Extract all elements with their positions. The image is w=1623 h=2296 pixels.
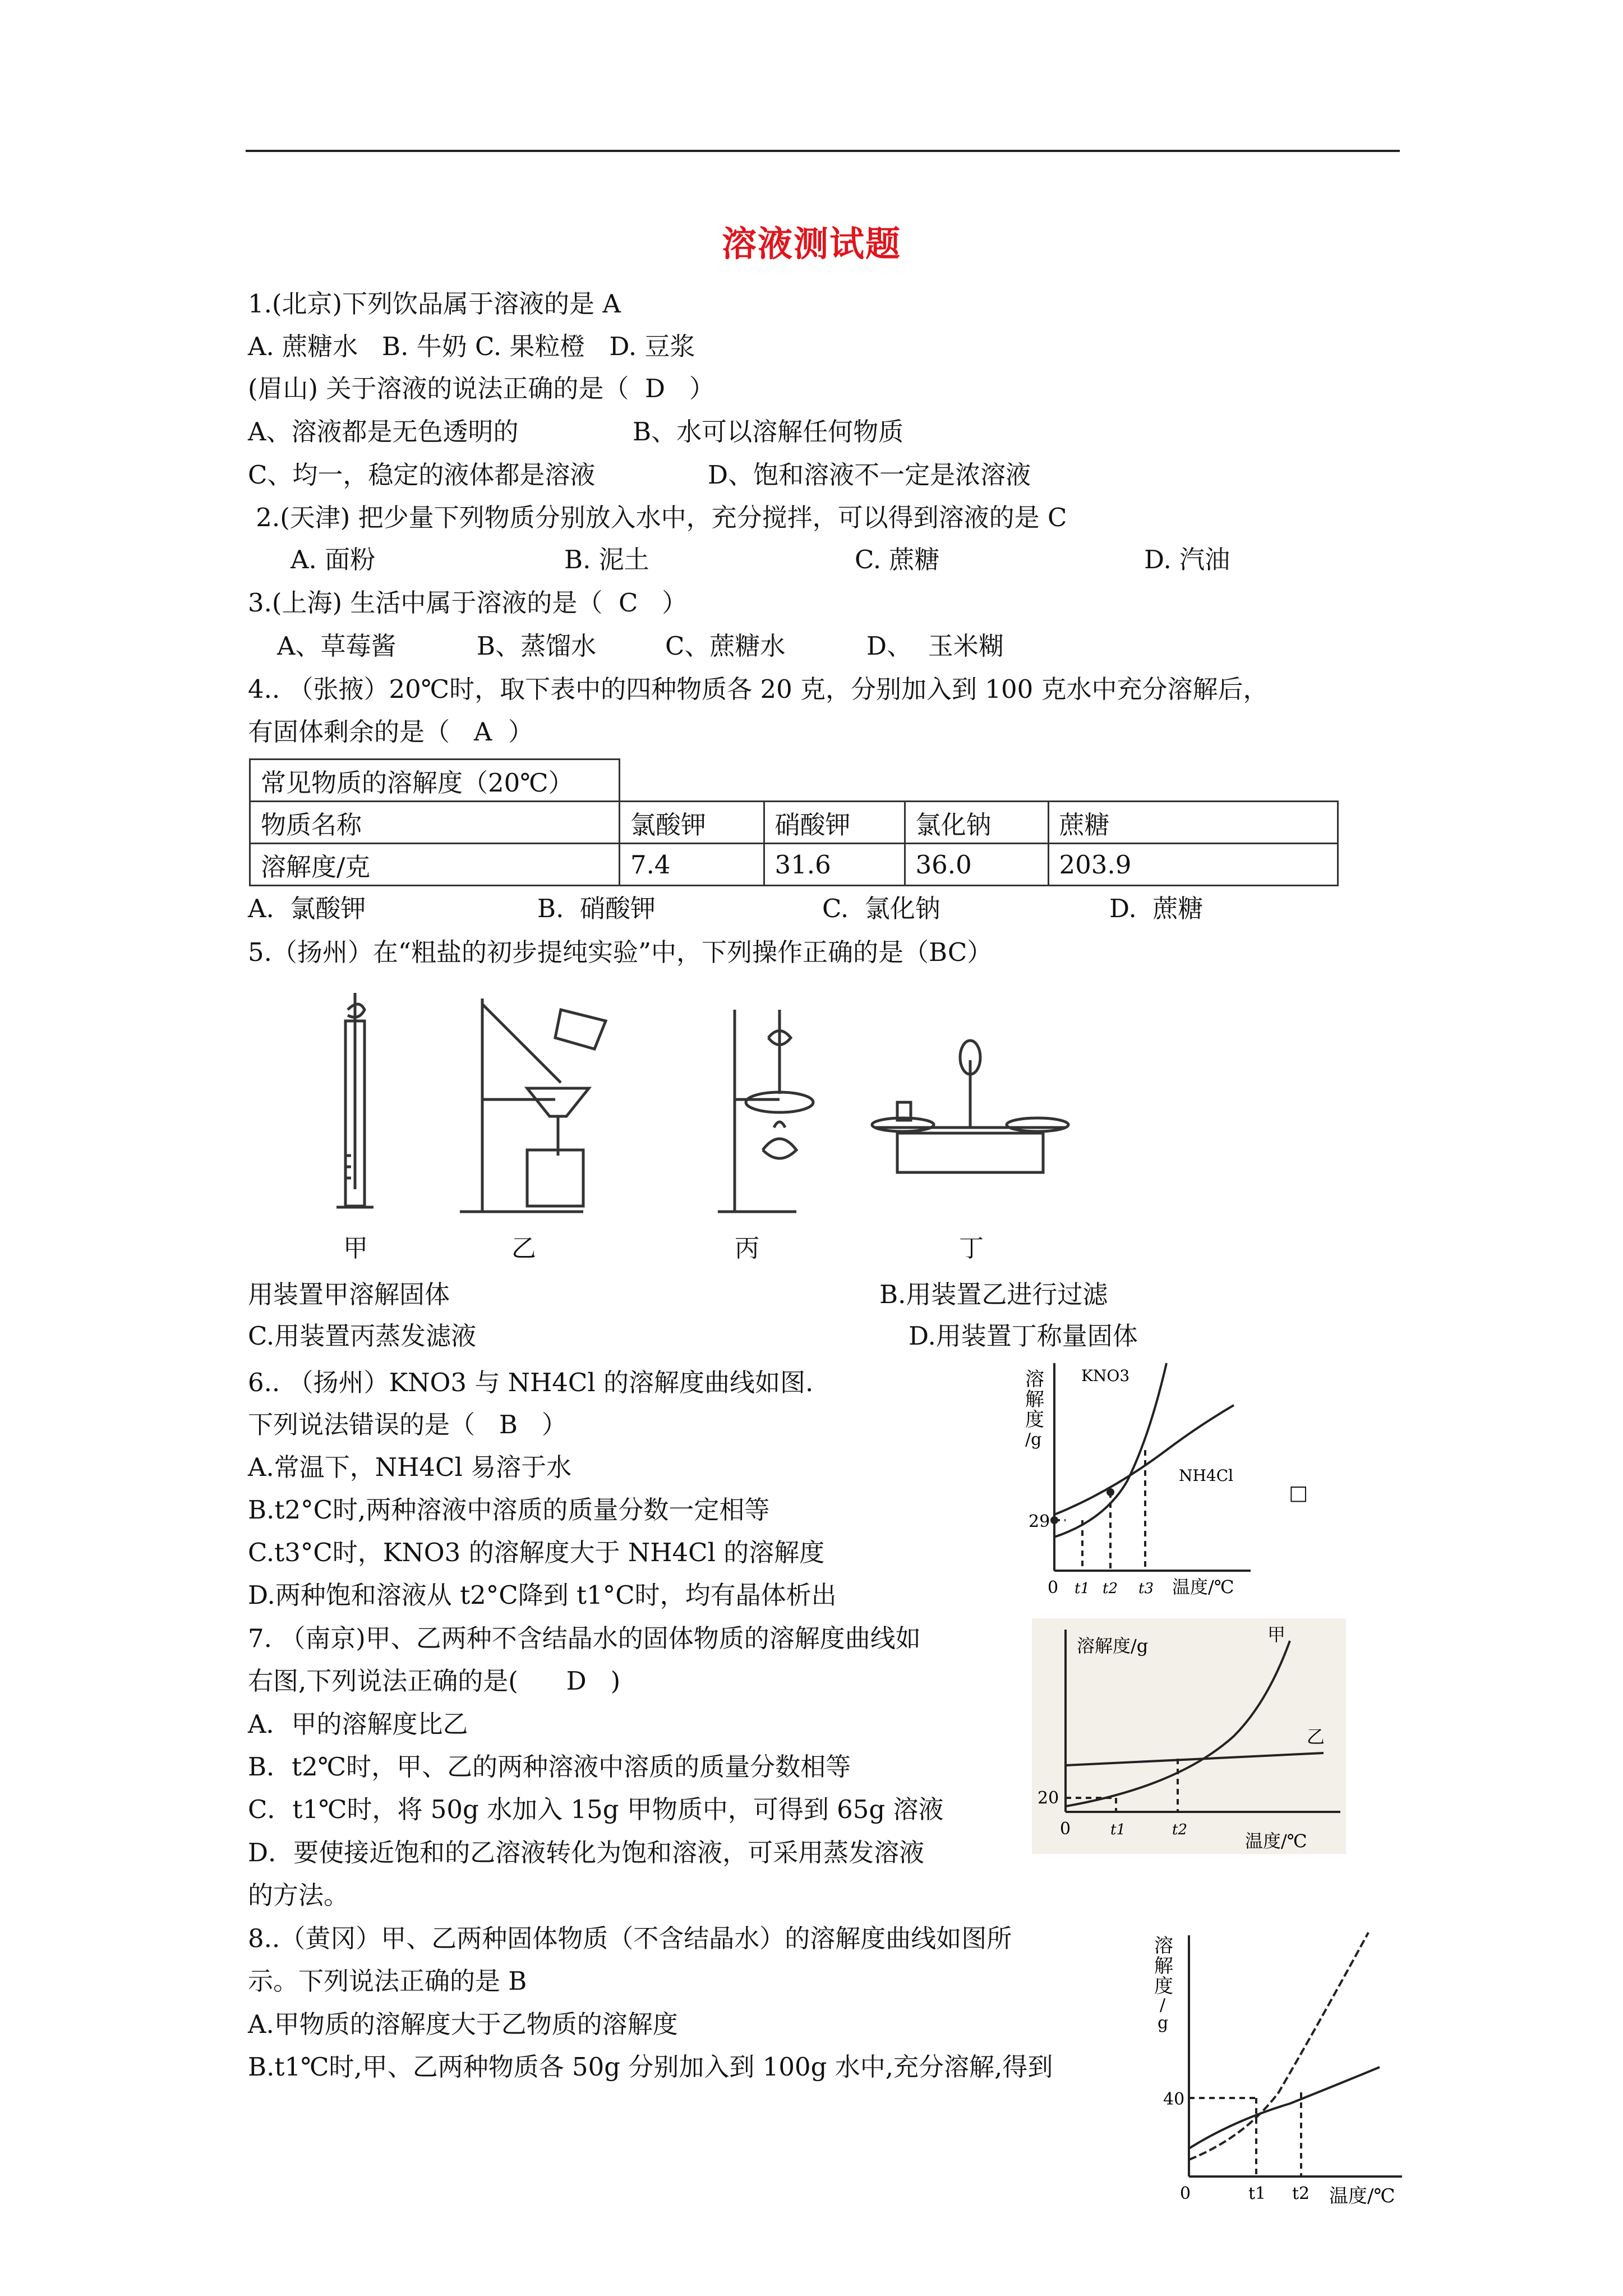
q3-option-a: A、草莓酱 xyxy=(277,631,396,661)
fig6-y29: 29 xyxy=(1029,1512,1050,1531)
fig7-yi-label: 乙 xyxy=(1307,1726,1325,1747)
table-caption: 常见物质的溶解度（20℃） xyxy=(250,760,620,802)
q7-option-d-cont: 的方法。 xyxy=(248,1880,349,1910)
q2-option-c: C. 蔗糖 xyxy=(855,545,940,574)
q6-option-a: A.常温下，NH4Cl 易溶于水 xyxy=(248,1452,572,1482)
q8-option-b: B.t1℃时,甲、乙两种物质各 50g 分别加入到 100g 水中,充分溶解,得到 xyxy=(248,2052,1053,2082)
q7-option-c: C．t1℃时，将 50g 水加入 15g 甲物质中，可得到 65g 溶液 xyxy=(248,1795,944,1824)
kno3-curve xyxy=(1054,1363,1166,1537)
fig8-y40: 40 xyxy=(1163,2090,1185,2109)
fig6-xlabel: 温度/℃ xyxy=(1172,1576,1234,1598)
q1-text: 1.(北京)下列饮品属于溶液的是 A xyxy=(248,289,621,319)
q5-option-d: D.用装置丁称量固体 xyxy=(909,1321,1138,1351)
table-cell: 7.4 xyxy=(620,844,764,886)
fig7-jia-label: 甲 xyxy=(1267,1624,1286,1645)
fig8-ylabel-2: 解 xyxy=(1154,1955,1173,1977)
table-cell: 203.9 xyxy=(1048,844,1338,886)
fig7-xlabel: 温度/℃ xyxy=(1245,1830,1307,1852)
q1b-option-d: D、饱和溶液不一定是浓溶液 xyxy=(708,460,1031,490)
fig6-t1: t1 xyxy=(1075,1580,1090,1597)
fig8-ylabel-1: 溶 xyxy=(1154,1935,1173,1957)
q6-text-cont: 下列说法错误的是（ B ） xyxy=(248,1410,567,1439)
q1b-option-b: B、水可以溶解任何物质 xyxy=(633,417,904,447)
fig7-t1: t1 xyxy=(1110,1821,1126,1838)
fig8-ylabel-3: 度 xyxy=(1154,1975,1173,1998)
fig6-t2: t2 xyxy=(1103,1580,1118,1597)
yi-curve xyxy=(1189,2067,1380,2148)
fig7-ylabel: 溶解度/g xyxy=(1077,1635,1149,1657)
apparatus-yi xyxy=(460,999,606,1212)
q4-option-d: D. 蔗糖 xyxy=(1109,894,1204,923)
q5-option-a: 用装置甲溶解固体 xyxy=(248,1280,450,1309)
q2-option-b: B. 泥土 xyxy=(564,545,649,574)
q7-option-b: B．t2℃时，甲、乙的两种溶液中溶质的质量分数相等 xyxy=(248,1752,851,1782)
fig8-ylabel-5: g xyxy=(1158,2013,1169,2033)
top-rule xyxy=(246,150,1400,152)
fig6-ylabel-2: 解 xyxy=(1025,1388,1044,1411)
table-cell: 物质名称 xyxy=(250,802,620,844)
apparatus-figure xyxy=(292,987,1166,1268)
solubility-table xyxy=(249,758,1339,886)
q1b-text: (眉山) 关于溶液的说法正确的是（ D ） xyxy=(248,374,715,403)
q7-option-a: A．甲的溶解度比乙 xyxy=(248,1709,468,1739)
q7-text-cont: 右图,下列说法正确的是( D ) xyxy=(248,1666,621,1696)
fig6-ylabel-1: 溶 xyxy=(1025,1368,1044,1391)
q5-text: 5.（扬州）在“粗盐的初步提纯实验”中，下列操作正确的是（BC） xyxy=(248,937,993,967)
q3-text: 3.(上海) 生活中属于溶液的是（ C ） xyxy=(248,588,688,618)
q7-text: 7. （南京)甲、乙两种不含结晶水的固体物质的溶解度曲线如 xyxy=(248,1623,921,1653)
table-cell: 蔗糖 xyxy=(1048,802,1338,844)
fig6-nh4cl-label: NH4Cl xyxy=(1179,1466,1234,1485)
q8-text: 8..（黄冈）甲、乙两种固体物质（不含结晶水）的溶解度曲线如图所 xyxy=(248,1924,1012,1953)
fig8-origin: 0 xyxy=(1180,2184,1191,2203)
label-bing: 丙 xyxy=(735,1234,759,1263)
label-ding: 丁 xyxy=(959,1234,984,1263)
q4-option-c: C. 氯化钠 xyxy=(822,894,940,923)
q2-text: 2.(天津) 把少量下列物质分别放入水中，充分搅拌，可以得到溶液的是 C xyxy=(248,503,1067,532)
fig7-origin: 0 xyxy=(1060,1819,1071,1839)
q3-option-d: D、 玉米糊 xyxy=(866,631,1004,661)
fig8-xlabel: 温度/℃ xyxy=(1329,2185,1395,2205)
nh4cl-curve xyxy=(1054,1405,1234,1515)
fig7-y20: 20 xyxy=(1038,1788,1059,1808)
fig6-origin: 0 xyxy=(1048,1578,1059,1598)
fig6-kno3-label: KNO3 xyxy=(1081,1366,1130,1385)
label-jia: 甲 xyxy=(343,1234,368,1263)
fig7-t2: t2 xyxy=(1172,1821,1187,1838)
fig6-ylabel-3: 度 xyxy=(1025,1409,1044,1431)
q2-option-a: A. 面粉 xyxy=(291,545,376,574)
apparatus-jia xyxy=(336,993,374,1207)
q2-option-d: D. 汽油 xyxy=(1144,545,1230,574)
table-cell: 硝酸钾 xyxy=(764,802,905,844)
table-cell: 溶解度/克 xyxy=(250,844,620,886)
fig8-t1: t1 xyxy=(1248,2184,1266,2203)
q5-option-b: B.用装置乙进行过滤 xyxy=(879,1280,1108,1309)
label-yi: 乙 xyxy=(511,1234,536,1263)
apparatus-bing xyxy=(718,1010,813,1212)
q6-option-d: D.两种饱和溶液从 t2°C降到 t1°C时，均有晶体析出 xyxy=(248,1580,837,1610)
q8-text-cont: 示。下列说法正确的是 B xyxy=(248,1966,527,1996)
q1b-option-c: C、均一，稳定的液体都是溶液 xyxy=(248,460,596,490)
table-row xyxy=(250,802,1338,844)
q6-option-b: B.t2°C时,两种溶液中溶质的质量分数一定相等 xyxy=(248,1495,770,1525)
fig8-t2: t2 xyxy=(1292,2184,1310,2203)
fig7-solubility-chart xyxy=(1032,1618,1346,1854)
q4-option-a: A. 氯酸钾 xyxy=(248,894,366,923)
q4-text: 4.. （张掖）20℃时，取下表中的四种物质各 20 克，分别加入到 100 克水中充分溶解后， xyxy=(248,674,1269,704)
q7-option-d: D．要使接近饱和的乙溶液转化为饱和溶液，可采用蒸发溶液 xyxy=(248,1838,925,1867)
small-box-mark: □ xyxy=(1289,1481,1308,1504)
table-cell: 31.6 xyxy=(764,844,905,886)
fig6-solubility-chart xyxy=(1021,1352,1256,1604)
q1b-option-a: A、溶液都是无色透明的 xyxy=(248,417,519,447)
q1-options: A. 蔗糖水 B. 牛奶 C. 果粒橙 D. 豆浆 xyxy=(248,332,695,361)
q8-option-a: A.甲物质的溶解度大于乙物质的溶解度 xyxy=(248,2009,678,2039)
q4-text-cont: 有固体剩余的是（ A ） xyxy=(248,717,534,747)
q6-option-c: C.t3°C时，KNO3 的溶解度大于 NH4Cl 的溶解度 xyxy=(248,1538,825,1567)
fig8-solubility-chart xyxy=(1144,1924,1424,2205)
fig6-ylabel-4: /g xyxy=(1025,1430,1042,1450)
q3-option-b: B、蒸馏水 xyxy=(477,631,597,661)
page-title: 溶液测试题 xyxy=(721,223,901,264)
table-row xyxy=(250,844,1338,886)
jia-curve xyxy=(1189,1932,1368,2160)
q3-option-c: C、蔗糖水 xyxy=(665,631,786,661)
table-cell: 36.0 xyxy=(905,844,1048,886)
fig6-t3: t3 xyxy=(1138,1580,1154,1597)
table-cell: 氯化钠 xyxy=(905,802,1048,844)
apparatus-ding xyxy=(872,1041,1068,1172)
fig8-ylabel-4: / xyxy=(1160,1995,1166,2015)
q5-option-c: C.用装置丙蒸发滤液 xyxy=(248,1321,477,1351)
q4-option-b: B. 硝酸钾 xyxy=(537,894,656,923)
table-cell: 氯酸钾 xyxy=(620,802,764,844)
q6-text: 6.. （扬州）KNO3 与 NH4Cl 的溶解度曲线如图. xyxy=(248,1368,814,1397)
